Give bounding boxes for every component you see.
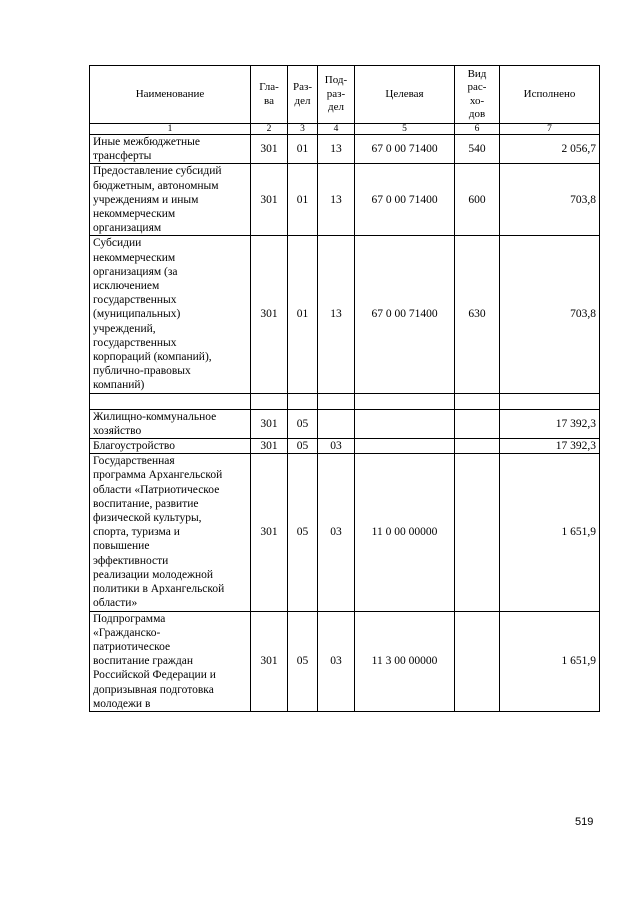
cell-glava: 301	[251, 409, 288, 438]
column-number-glava: 2	[251, 124, 288, 135]
cell-done: 1 651,9	[500, 611, 600, 711]
column-number-razdel: 3	[288, 124, 318, 135]
cell-razdel: 05	[288, 439, 318, 454]
cell-target: 67 0 00 71400	[355, 236, 455, 393]
cell-glava	[251, 393, 288, 409]
cell-glava: 301	[251, 454, 288, 611]
cell-name: Иные межбюджетные трансферты	[90, 135, 251, 164]
cell-glava: 301	[251, 439, 288, 454]
cell-vid	[455, 439, 500, 454]
column-header-razdel: Раз- дел	[288, 66, 318, 124]
page-number: 519	[575, 816, 594, 828]
cell-glava: 301	[251, 135, 288, 164]
cell-target: 11 3 00 00000	[355, 611, 455, 711]
column-number-vid: 6	[455, 124, 500, 135]
table-row	[90, 236, 600, 393]
column-header-glava: Гла- ва	[251, 66, 288, 124]
cell-razdel	[288, 393, 318, 409]
cell-target: 67 0 00 71400	[355, 135, 455, 164]
table-row	[90, 164, 600, 236]
column-number-name: 1	[90, 124, 251, 135]
cell-podrazdel: 13	[318, 236, 355, 393]
cell-target: 67 0 00 71400	[355, 164, 455, 236]
table-row	[90, 439, 600, 454]
cell-vid	[455, 454, 500, 611]
column-header-vid: Вид рас- хо- дов	[455, 66, 500, 124]
cell-vid	[455, 611, 500, 711]
cell-name: Субсидии некоммерческим организациям (за исключением государственных (муниципальных) учреждений, государственных корпораций (компаний), публично-правовых компаний)	[90, 236, 251, 393]
cell-vid	[455, 393, 500, 409]
cell-vid: 540	[455, 135, 500, 164]
cell-razdel: 01	[288, 164, 318, 236]
cell-razdel: 05	[288, 409, 318, 438]
table-row	[90, 393, 600, 409]
cell-done: 1 651,9	[500, 454, 600, 611]
cell-target: 11 0 00 00000	[355, 454, 455, 611]
cell-name: Предоставление субсидий бюджетным, автономным учреждениям и иным некоммерческим организациям	[90, 164, 251, 236]
table-row	[90, 135, 600, 164]
cell-target	[355, 409, 455, 438]
cell-razdel: 01	[288, 236, 318, 393]
cell-vid	[455, 409, 500, 438]
cell-vid: 600	[455, 164, 500, 236]
cell-podrazdel	[318, 409, 355, 438]
cell-razdel: 01	[288, 135, 318, 164]
column-number-target: 5	[355, 124, 455, 135]
column-header-podrazdel: Под- раз- дел	[318, 66, 355, 124]
cell-name: Благоустройство	[90, 439, 251, 454]
header-row	[90, 66, 600, 124]
cell-podrazdel: 13	[318, 164, 355, 236]
column-number-row	[90, 124, 600, 135]
column-number-podrazdel: 4	[318, 124, 355, 135]
table-row	[90, 409, 600, 438]
cell-podrazdel	[318, 393, 355, 409]
cell-done: 17 392,3	[500, 439, 600, 454]
cell-glava: 301	[251, 236, 288, 393]
cell-name: Жилищно-коммунальное хозяйство	[90, 409, 251, 438]
column-header-target: Целевая	[355, 66, 455, 124]
cell-target	[355, 393, 455, 409]
cell-done: 17 392,3	[500, 409, 600, 438]
cell-podrazdel: 13	[318, 135, 355, 164]
cell-done: 703,8	[500, 236, 600, 393]
cell-podrazdel: 03	[318, 454, 355, 611]
cell-vid: 630	[455, 236, 500, 393]
cell-target	[355, 439, 455, 454]
cell-name: Государственная программа Архангельской области «Патриотическое воспитание, развитие физической культуры, спорта, туризма и повышение эффективности реализации молодежной политики в Архангельской области»	[90, 454, 251, 611]
table-row	[90, 454, 600, 611]
cell-done: 2 056,7	[500, 135, 600, 164]
cell-podrazdel: 03	[318, 439, 355, 454]
cell-razdel: 05	[288, 454, 318, 611]
cell-podrazdel: 03	[318, 611, 355, 711]
cell-done	[500, 393, 600, 409]
column-header-done: Исполнено	[500, 66, 600, 124]
budget-execution-table	[89, 65, 600, 712]
cell-razdel: 05	[288, 611, 318, 711]
table-row	[90, 611, 600, 711]
cell-name: Подпрограмма «Гражданско- патриотическое воспитание граждан Российской Федерации и допризывная подготовка молодежи в	[90, 611, 251, 711]
column-number-done: 7	[500, 124, 600, 135]
cell-glava: 301	[251, 611, 288, 711]
cell-name	[90, 393, 251, 409]
column-header-name: Наименование	[90, 66, 251, 124]
cell-done: 703,8	[500, 164, 600, 236]
cell-glava: 301	[251, 164, 288, 236]
